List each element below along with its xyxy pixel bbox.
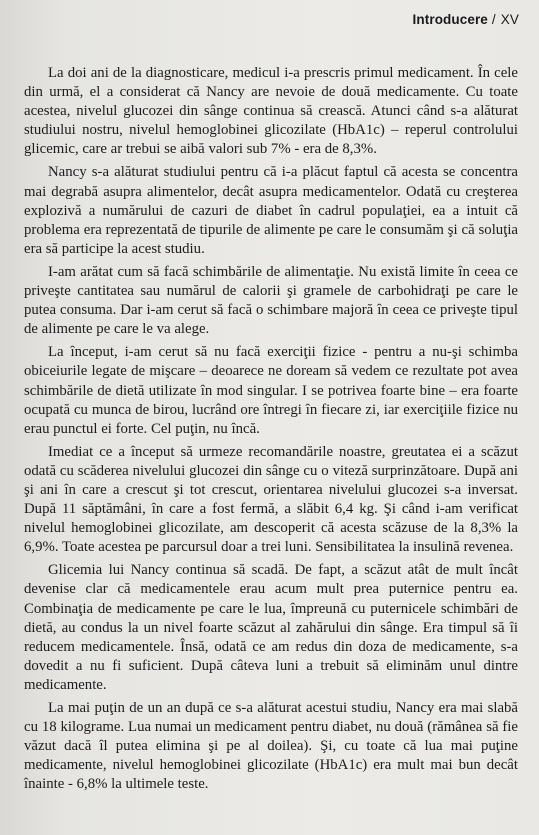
running-head — [413, 12, 519, 27]
paragraph-joining-study: Nancy s-a alăturat studiului pentru că i-a plăcut faptul că acesta se concentra mai degrabă asupra alimentelor, decât asupra medicamentelor. Odată cu creşterea explozivă a numărului de cazuri de diabet în cadrul populaţiei, ea a intuit că problema era reprezentată de tipurile de alimente pe care le consumăm şi că soluţia era să participe la acest studiu. — [24, 164, 518, 257]
body-text — [24, 64, 518, 798]
paragraph-medication-reduction: Glicemia lui Nancy continua să scadă. De fapt, a scăzut atât de mult încât devenise clar că medicamentele erau acum mult prea puternice pentru ea. Combinaţia de medicamente pe care le lua, împreună cu puternicele schimbări de dietă, au condus la un nivel foarte scăzut al zahărului din sânge. Era timpul să îi reducem medicamentele. Însă, odată ce am redus din doza de medicamente, s-a dovedit a nu fi suficient. După câteva luni a trebuit să eliminăm unul dintre medicamente. — [24, 562, 518, 693]
paragraph-one-year-results: La mai puţin de un an după ce s-a alăturat acestui studiu, Nancy era mai slabă cu 18 kilograme. Lua numai un medicament pentru diabet, nu două (rămânea să fie văzut dacă îl putea elimina şi pe al doilea). Şi, cu toate că lua mai puţine medicamente, nivelul hemoglobinei glicozilate (HbA1c) era mult mai bun decât înainte - 6,8% la ultimele teste. — [24, 700, 518, 793]
paragraph-weight-loss: Imediat ce a început să urmeze recomandările noastre, greutatea ei a scăzut odată cu scăderea nivelului glucozei din sânge cu o viteză surprinzătoare. După ani şi ani în care a crescut şi tot crescut, orientarea nivelului glucozei s-a inversat. După 11 săptămâni, în care a fost fermă, a slăbit 6,4 kg. Şi când i-am verificat nivelul hemoglobinei glicozilate, am descoperit că acesta scăzuse de la 8,3% la 6,9%. Toate acestea pe parcursul doar a trei luni. Sensibilitatea la insulină revenea. — [24, 443, 518, 556]
page-number: XV — [500, 12, 519, 27]
paragraph-no-exercise: La început, i-am cerut să nu facă exerciţii fizice - pentru a nu-şi schimba obiceiurile legate de mişcare – deoarece ne doream să vedem ce rezultate pot avea schimbările de dietă utilizate în mod singular. I se potrivea foarte bine – era foarte ocupată cu munca de birou, lucrând ore întregi în fiecare zi, iar exerciţiile fizice nu erau punctul ei forte. Cel puţin, nu încă. — [24, 344, 518, 437]
section-title: Introducere — [412, 12, 488, 27]
header-separator: / — [491, 12, 496, 27]
paragraph-diagnosis: La doi ani de la diagnosticare, medicul i-a prescris primul medicament. În cele din urmă, el a considerat că Nancy are nevoie de două medicamente. Cu toate acestea, nivelul glucozei din sânge continua să crească. Atunci când s-a alăturat studiului nostru, nivelul hemoglobinei glicozilate (HbA1c) – reperul controlului glicemic, care ar trebui se aibă valori sub 7% - era de 8,3%. — [24, 65, 518, 158]
paragraph-diet-changes: I-am arătat cum să facă schimbările de alimentaţie. Nu există limite în ceea ce priveşte cantitatea sau numărul de calorii şi gramele de carbohidraţi pe care le putea consuma. Dar i-am cerut să facă o schimbare majoră în ceea ce priveşte tipul de alimente pe care le va alege. — [24, 263, 518, 338]
